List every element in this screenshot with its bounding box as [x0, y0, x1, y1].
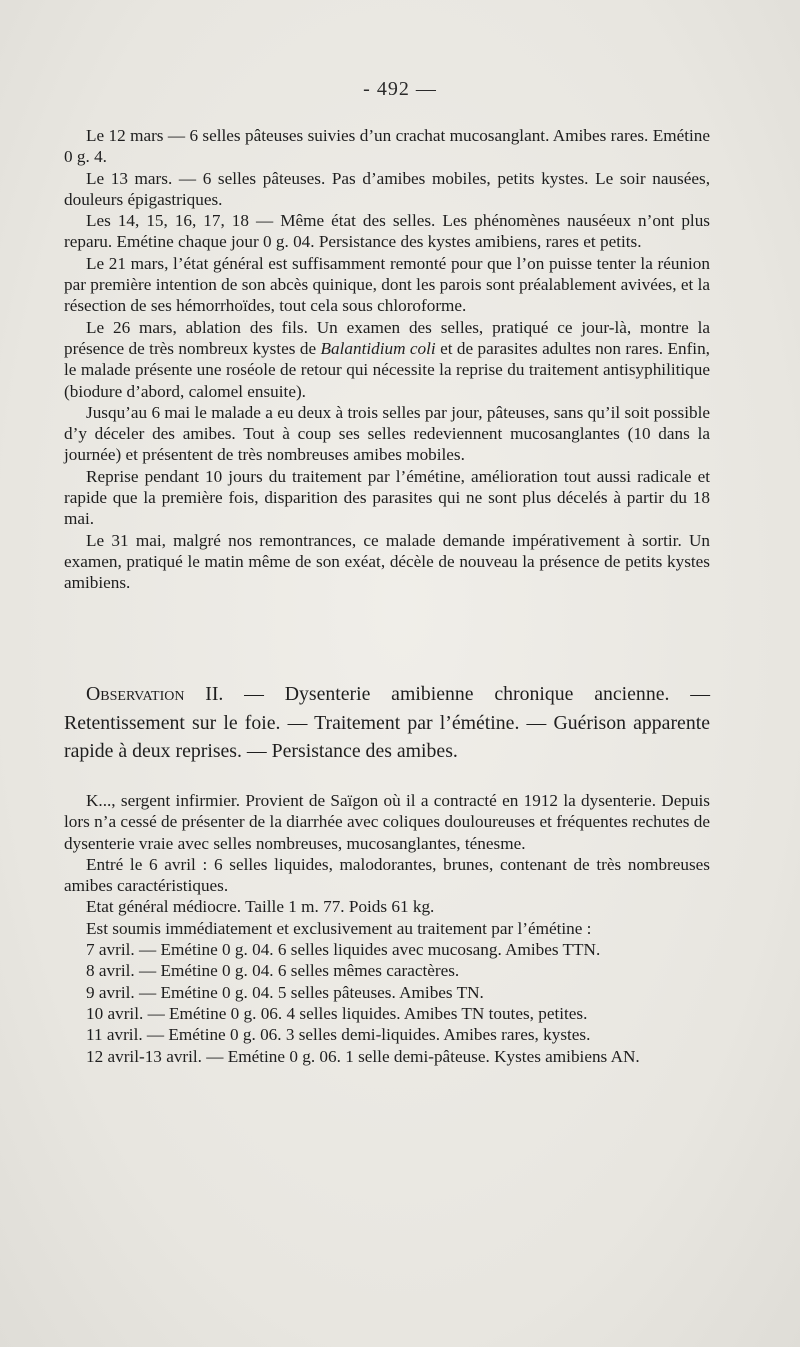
page-number: - 492 —: [363, 78, 437, 100]
paragraph: 12 avril-13 avril. — Emétine 0 g. 06. 1 selle demi-pâteuse. Kystes amibiens AN.: [86, 1046, 640, 1066]
paragraph: Le 21 mars, l’état général est suffisamment remonté pour que l’on puisse tenter la réunion par première intention de son abcès quinique, dont les parois sont préalablement avivées, et la résection de ses hémorrhoïdes, tout cela sous chloroforme.: [64, 253, 710, 316]
paragraph: 11 avril. — Emétine 0 g. 06. 3 selles demi-liquides. Amibes rares, kystes.: [86, 1025, 591, 1045]
paragraph-26-mars: [64, 317, 710, 402]
observation-label: Observation II.: [86, 683, 224, 705]
observation-heading: [64, 680, 710, 766]
paragraph: 9 avril. — Emétine 0 g. 04. 5 selles pâteuses. Amibes TN.: [86, 982, 484, 1002]
paragraph: 7 avril. — Emétine 0 g. 04. 6 selles liquides avec mucosang. Amibes TTN.: [86, 940, 601, 960]
observation-title: — Dysenterie amibienne chronique ancienne. — Retentissement sur le foie. — Traitement par l’émétine. — Guérison apparente rapide à deux reprises. — Persistance des amibes.: [64, 683, 710, 762]
paragraph: Le 13 mars. — 6 selles pâteuses. Pas d’amibes mobiles, petits kystes. Le soir nausées, douleurs épigastriques.: [64, 168, 710, 209]
observation-body: [64, 790, 710, 1067]
paragraph: 10 avril. — Emétine 0 g. 06. 4 selles liquides. Amibes TN toutes, petites.: [86, 1003, 588, 1023]
text-span: Le 26 mars, ablation des fils. Un examen des selles, pratiqué ce jour-là, montre la présence de très nombreux kystes de: [64, 317, 710, 358]
paragraph: Les 14, 15, 16, 17, 18 — Même état des selles. Les phénomènes nauséeux n’ont plus reparu. Emétine chaque jour 0 g. 04. Persistance des kystes amibiens, rares et petits.: [64, 211, 710, 252]
paragraph: Jusqu’au 6 mai le malade a eu deux à trois selles par jour, pâteuses, sans qu’il soit possible d’y déceler des amibes. Tout à coup ses selles redeviennent mucosanglantes (10 dans la journée) et présentent de très nombreuses amibes mobiles.: [64, 402, 710, 465]
paragraph: Reprise pendant 10 jours du traitement par l’émétine, amélioration tout aussi radicale et rapide que la première fois, disparition des parasites qui ne sont plus décelés à partir du 18 mai.: [64, 466, 710, 529]
paragraph: Est soumis immédiatement et exclusivement au traitement par l’émétine :: [86, 918, 592, 938]
text-span: et de parasites adultes non rares. Enfin, le malade présente une roséole de retour qui nécessite la reprise du traitement antisyphilitique (biodure d’abord, calomel ensuite).: [64, 338, 710, 401]
paragraph: Le 31 mai, malgré nos remontrances, ce malade demande impérativement à sortir. Un examen, pratiqué le matin même de son exéat, décèle de nouveau la présence de petits kystes amibiens.: [64, 530, 710, 593]
paragraph: K..., sergent infirmier. Provient de Saïgon où il a contracté en 1912 la dysenterie. Depuis lors n’a cessé de présenter de la diarrhée avec coliques douloureuses et fréquentes rechutes de dysenterie vraie avec selles nombreuses, mucosanglantes, ténesme.: [64, 791, 710, 853]
paragraph: Entré le 6 avril : 6 selles liquides, malodorantes, brunes, contenant de très nombreuses amibes caractéristiques.: [64, 854, 710, 896]
paragraph: Etat général médiocre. Taille 1 m. 77. Poids 61 kg.: [86, 897, 435, 917]
case-notes-continued: [64, 125, 710, 594]
paragraph: Le 12 mars — 6 selles pâteuses suivies d’un crachat mucosanglant. Amibes rares. Emétine 0 g. 4.: [64, 126, 710, 167]
paragraph: 8 avril. — Emétine 0 g. 04. 6 selles mêmes caractères.: [86, 961, 460, 981]
species-name: Balantidium coli: [320, 338, 436, 358]
